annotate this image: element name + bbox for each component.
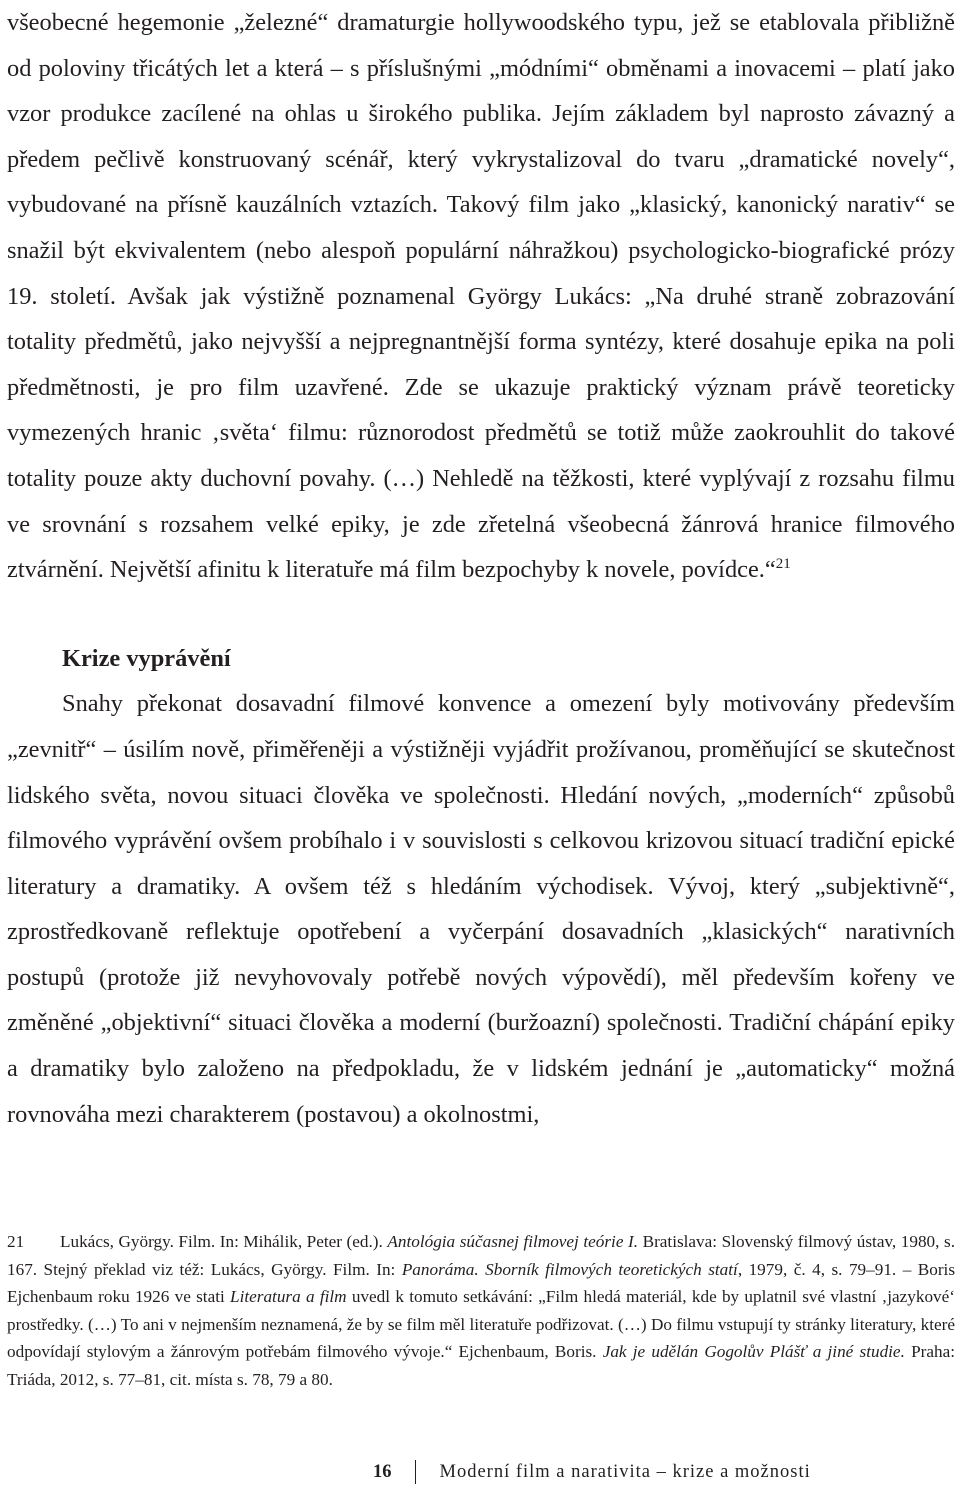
footnote (7, 1228, 955, 1394)
body-paragraph: Snahy překonat dosavadní filmové konvence a omezení byly motivovány především „zevnitř“ – úsilím nově, přiměřeněji a výstižněji vyjádřit prožívanou, proměňující se skutečnost lidského světa, novou situaci člověka ve společnosti. Hledání nových, „moderních“ způsobů filmového vyprávění ovšem probíhalo i v souvislosti s celkovou krizovou situací tradiční epické literatury a dramatiky. A ovšem též s hledáním východisek. Vývoj, který „subjektivně“, zprostředkovaně reflektuje opotřebení a vyčerpání dosavadních „klasických“ narativních postupů (protože již nevyhovovaly potřebě nových výpovědí), měl především kořeny ve změněné „objektivní“ situaci člověka a moderní (buržoazní) společnosti. Tradiční chápání epiky a dramatiky bylo založeno na předpokladu, že v lidském jednání je „automaticky“ možná rovnováha mezi charakterem (postavou) a okolnostmi, (7, 690, 955, 1128)
footnote-title-italic: Antológia súčasnej filmovej teórie I. (387, 1232, 639, 1251)
footnote-title-italic: Panoráma. Sborník filmových teoretických statí (401, 1259, 738, 1279)
page-number: 16 (373, 1462, 392, 1482)
footnote-title-italic: Literatura a film (230, 1287, 347, 1307)
footnote-text: Bratislava: Slovenský filmový ústav, 1980, s. 167. Stejný překlad viz též: Lukács, György. Film. In: (7, 1232, 955, 1279)
footnote-text: , 1979, č. 4, s. 79–91. – Boris Ejchenbaum roku 1926 ve stati (7, 1259, 956, 1307)
section-heading: Krize vyprávění (62, 644, 231, 672)
footnote-text: Lukács, György. Film. In: Mihálik, Peter (ed.). (60, 1232, 388, 1251)
footnote-title-italic: Jak je udělán Gogolův Plášť a jiné studie. (602, 1342, 905, 1362)
footnote-reference[interactable]: 21 (775, 556, 791, 572)
footnote-number: 21 (7, 1232, 25, 1251)
running-title: Moderní film a narativita – krize a možnosti (439, 1462, 811, 1482)
page-footer (373, 1460, 811, 1484)
footnote-text: uvedl k tomuto setkávání: „Film hledá materiál, kde by uplatnil své vlastní ‚jazykové‘ prostředky. (…) To ani v nejmenším neznamená, že by se film měl literatuře podřizovat. (…) Do filmu vstupují ty stránky literatury, které odpovídají stylovým a žánrovým potřebám filmového vývoje.“ Ejchenbaum, Boris. (7, 1287, 955, 1362)
paragraph-text: všeobecné hegemonie „železné“ dramaturgie hollywoodského typu, jež se etablovala přibližně od poloviny třicátých let a která – s příslušnými „módními“ obměnami a inovacemi – platí jako vzor produkce zacílené na ohlas u širokého publika. Jejím základem byl naprosto závazný a předem pečlivě konstruovaný scénář, který vykrystalizoval do tvaru „dramatické novely“, vybudované na přísně kauzálních vztazích. Takový film jako „klasický, kanonický narativ“ se snažil být ekvivalentem (nebo alespoň populární náhražkou) psychologicko-biografické prózy 19. století. Avšak jak výstižně poznamenal György Lukács: „Na druhé straně zobrazování totality předmětů, jako nejvyšší a nejpregnantnější forma syntézy, které dosahuje epika na poli předmětnosti, je pro film uzavřené. Zde se ukazuje praktický význam právě teoreticky vymezených hranic ‚světa‘ filmu: různorodost předmětů se totiž může zaokrouhlit do takové totality pouze akty duchovní povahy. (…) Nehledě na těžkosti, které vyplývají z rozsahu filmu ve srovnání s rozsahem velké epiky, je zde zřetelná všeobecná žánrová hranice filmového ztvárnění. Největší afinitu k literatuře má film bezpochyby k novele, povídce.“ (7, 9, 955, 584)
footnote-text: Praha: Triáda, 2012, s. 77–81, cit. místa s. 78, 79 a 80. (7, 1342, 955, 1389)
body-paragraph (7, 0, 955, 593)
footer-divider (415, 1460, 416, 1484)
page-content (7, 0, 955, 1137)
